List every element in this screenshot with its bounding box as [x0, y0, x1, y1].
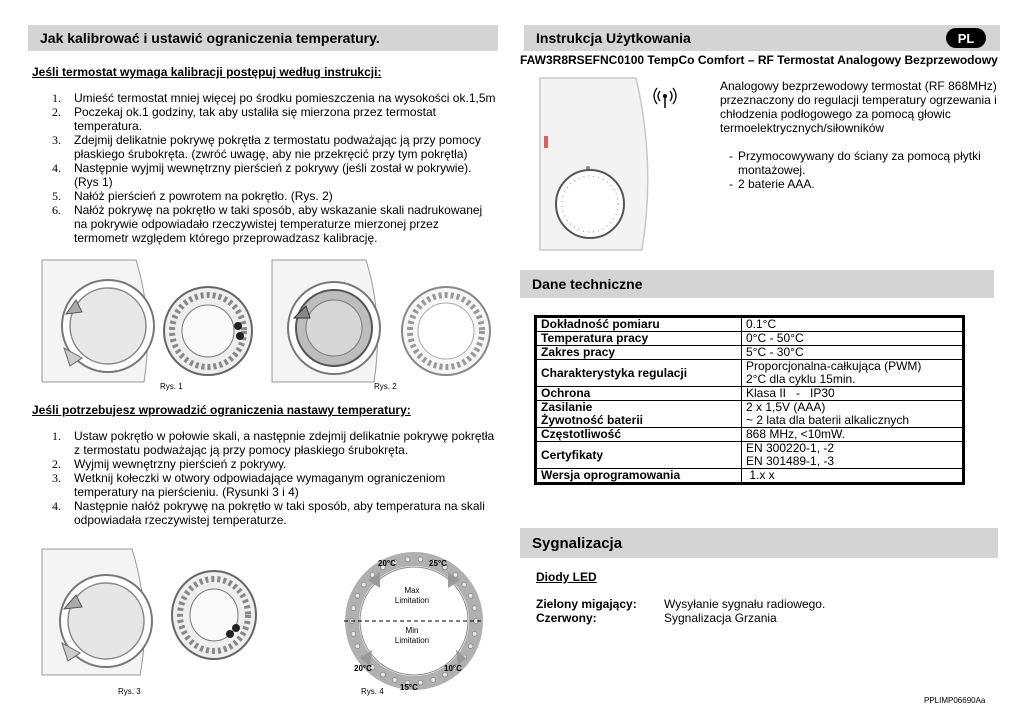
- spec-value: 868 MHz, <10mW.: [746, 427, 846, 441]
- step-text-line: Wyjmij wewnętrzny pierścień z pokrywy.: [74, 457, 287, 471]
- spec-value: ~ 2 lata dla baterii alkalicznych: [746, 413, 910, 427]
- step-number: 5.: [52, 189, 61, 203]
- spec-row: [537, 442, 963, 469]
- right-section-header: [524, 25, 1000, 51]
- spec-key: Dokładność pomiaru: [541, 317, 660, 331]
- green-led-row: [536, 597, 825, 611]
- dial-max-line1: Max: [404, 586, 420, 595]
- spec-row: [537, 428, 963, 442]
- dial-hole: [462, 582, 467, 587]
- figure-rys4-limit-dial: [340, 546, 490, 692]
- figure-rys3-ring-with-pins: [166, 566, 262, 664]
- spec-value-cell: [742, 442, 963, 469]
- product-line: FAW3R8RSEFNC0100 TempCo Comfort – RF Termostat Analogowy Bezprzewodowy: [520, 53, 998, 67]
- spec-value: 2 x 1,5V (AAA): [746, 400, 826, 414]
- step-number: 3.: [52, 133, 61, 147]
- description-line: przeznaczony do regulacji temperatury ogrzewania i: [720, 93, 997, 107]
- step-text-line: odpowiadała rzeczywistej temperaturze.: [74, 513, 287, 527]
- green-led-label: Zielony migający:: [536, 597, 637, 611]
- calibration-steps: [52, 91, 512, 245]
- spec-value-cell: [742, 387, 963, 401]
- step-text-line: Poczekaj ok.1 godziny, tak aby ustaliła się mierzona przez termostat: [74, 105, 436, 119]
- step-text-line: płaskiego śrubokręta. (zwróć uwagę, aby nie przekręcić przy tym pokrętła): [74, 147, 468, 161]
- figure-rys1-thermostat-cover: [36, 258, 156, 384]
- spec-row: [537, 346, 963, 360]
- step-text-line: Ustaw pokrętło w połowie skali, a następnie zdejmij delikatnie pokrywę pokrętła: [74, 429, 495, 443]
- dial-hole: [468, 644, 473, 649]
- dial-hole: [351, 632, 356, 637]
- spec-key: Temperatura pracy: [541, 331, 649, 345]
- step-text-line: Nałóż pierścień z powrotem na pokrętło. (Rys. 2): [74, 189, 333, 203]
- left-section-title: Jak kalibrować i ustawić ograniczenia temperatury.: [40, 30, 380, 46]
- feature-text-line: - Przymocowywany do ściany za pomocą płytki: [738, 149, 981, 163]
- spec-value: EN 301489-1, -3: [746, 454, 835, 468]
- led-heading: Diody LED: [536, 570, 597, 584]
- dial-label-10c: 10°C: [444, 664, 462, 673]
- feature-item: [720, 149, 1010, 177]
- left-section-header: [28, 25, 498, 51]
- wireless-signal-icon: [652, 86, 678, 110]
- dial-hole: [472, 632, 477, 637]
- dial-max-line2: Limitation: [394, 596, 430, 605]
- description-line: Analogowy bezprzewodowy termostat (RF 868MHz): [720, 79, 997, 93]
- red-led-value: Sygnalizacja Grzania: [664, 611, 777, 625]
- spec-value-cell: [742, 360, 963, 387]
- feature-text-line: montażowej.: [738, 163, 806, 177]
- step-item: [52, 203, 512, 245]
- dial-hole: [418, 557, 423, 562]
- signal-section-header: [520, 528, 998, 558]
- step-number: 3.: [52, 471, 61, 485]
- spec-row: [537, 318, 963, 332]
- step-item: [52, 105, 512, 133]
- red-led-row: [536, 611, 777, 625]
- dial-hole: [361, 582, 366, 587]
- dial-hole: [381, 672, 386, 677]
- step-text-line: Wetknij kołeczki w otwory odpowiadające wymaganym ograniczeniom: [74, 471, 446, 485]
- step-number: 4.: [52, 499, 61, 513]
- spec-key-cell: [537, 332, 742, 346]
- figure-rys2-thermostat-cover: [266, 258, 386, 384]
- spec-key: Charakterystyka regulacji: [541, 365, 688, 380]
- dial-hole: [351, 606, 356, 611]
- limits-steps: [52, 429, 512, 527]
- step-number: 1.: [52, 429, 61, 443]
- spec-value: 0.1°C: [746, 317, 777, 331]
- step-text-line: Następnie wyjmij wewnętrzny pierścień z pokrywy (jeśli został w pokrywie).: [74, 161, 472, 175]
- step-number: 2.: [52, 105, 61, 119]
- spec-value: Klasa II - IP30: [746, 386, 835, 400]
- step-text-line: (Rys 1): [74, 175, 113, 189]
- spec-row: [537, 387, 963, 401]
- dial-label-15c: 15°C: [400, 683, 418, 692]
- language-badge: PL: [946, 28, 986, 48]
- tech-section-title: Dane techniczne: [532, 276, 643, 292]
- dial-label-20c-top: 20°C: [378, 559, 396, 568]
- step-number: 1.: [52, 91, 61, 105]
- dial-hole: [392, 678, 397, 683]
- spec-value: 1.x x: [746, 468, 775, 482]
- spec-value-cell: [742, 318, 963, 332]
- step-text-line: temperatury na pierścieniu. (Rysunki 3 i 4): [74, 485, 299, 499]
- step-item: [52, 91, 512, 105]
- step-number: 4.: [52, 161, 61, 175]
- step-item: [52, 499, 512, 527]
- dial-hole: [468, 593, 473, 598]
- figure-rys3-thermostat-cover: [36, 547, 154, 677]
- step-number: 6.: [52, 203, 61, 217]
- spec-value: 2°C dla cyklu 15min.: [746, 372, 856, 386]
- limits-heading: Jeśli potrzebujesz wprowadzić ograniczenia nastawy temperatury:: [32, 403, 411, 417]
- dial-hole: [472, 606, 477, 611]
- spec-key-cell: [537, 469, 742, 483]
- dial-label-20c-bottom: 20°C: [354, 664, 372, 673]
- spec-key-cell: [537, 442, 742, 469]
- product-description: [720, 79, 1016, 135]
- step-text-line: Zdejmij delikatnie pokrywę pokrętła z termostatu podważając ją przy pomocy: [74, 133, 481, 147]
- red-led-label: Czerwony:: [536, 611, 597, 625]
- spec-value: 5°C - 30°C: [746, 345, 804, 359]
- spec-row: [537, 401, 963, 428]
- tech-section-header: [520, 270, 994, 298]
- spec-row: [537, 332, 963, 346]
- spec-key: Żywotność baterii: [541, 413, 644, 427]
- spec-value-cell: [742, 332, 963, 346]
- spec-value-cell: [742, 346, 963, 360]
- spec-row: [537, 469, 963, 483]
- step-text-line: z termostatu podważając ją przy pomocy płaskiego śrubokręta.: [74, 443, 409, 457]
- spec-key: Zasilanie: [541, 400, 593, 414]
- spec-key: Certyfikaty: [541, 447, 604, 462]
- spec-value-cell: [742, 401, 963, 428]
- feature-text-line: - 2 baterie AAA.: [738, 177, 815, 191]
- tech-spec-table-frame: [534, 315, 965, 485]
- step-item: [52, 189, 512, 203]
- spec-key-cell: [537, 401, 742, 428]
- step-text-line: temperatura.: [74, 119, 143, 133]
- dial-label-25c: 25°C: [429, 559, 447, 568]
- caption-rys1: Rys. 1: [160, 382, 183, 391]
- product-image: [530, 74, 662, 252]
- caption-rys3: Rys. 3: [118, 687, 141, 696]
- step-number: 2.: [52, 457, 61, 471]
- signal-section-title: Sygnalizacja: [532, 534, 623, 552]
- dial-hole: [355, 593, 360, 598]
- step-item: [52, 429, 512, 457]
- step-item: [52, 457, 512, 471]
- dial-min-line2: Limitation: [394, 636, 430, 645]
- spec-key: Wersja oprogramowania: [541, 468, 681, 482]
- step-text-line: na pokrywie odpowiadało rzeczywistej temperaturze mierzonej przez: [74, 217, 439, 231]
- description-line: termoelektrycznych/siłowników: [720, 121, 885, 135]
- spec-value: 0°C - 50°C: [746, 331, 804, 345]
- step-item: [52, 133, 512, 161]
- description-line: chłodzenia podłogowego za pomocą głowic: [720, 107, 951, 121]
- figure-rys2-inner-ring: [398, 282, 494, 380]
- caption-rys4: Rys. 4: [361, 687, 384, 696]
- dial-hole: [405, 557, 410, 562]
- step-text-line: Następnie nałóż pokrywę na pokrętło w taki sposób, aby temperatura na skali: [74, 499, 485, 513]
- spec-key-cell: [537, 318, 742, 332]
- step-text-line: Nałóż pokrywę na pokrętło w taki sposób, aby wskazanie skali nadrukowanej: [74, 203, 483, 217]
- tech-spec-table: [536, 317, 963, 483]
- spec-row: [537, 360, 963, 387]
- spec-value: Proporcjonalna-całkująca (PWM): [746, 359, 922, 373]
- dial-hole: [355, 644, 360, 649]
- spec-key-cell: [537, 346, 742, 360]
- caption-rys2: Rys. 2: [374, 382, 397, 391]
- step-item: [52, 471, 512, 499]
- spec-value-cell: [742, 469, 963, 483]
- dial-hole: [418, 680, 423, 685]
- spec-key-cell: [537, 428, 742, 442]
- spec-value-cell: [742, 428, 963, 442]
- dial-hole: [431, 678, 436, 683]
- document-code: PPLIMP06690Aa: [924, 696, 986, 705]
- step-text-line: termometr względem którego przeprowadzasz kalibrację.: [74, 231, 378, 245]
- spec-key: Ochrona: [541, 386, 591, 400]
- green-led-value: Wysyłanie sygnału radiowego.: [664, 597, 826, 611]
- step-text-line: Umieść termostat mniej więcej po środku pomieszczenia na wysokości ok.1,5m: [74, 91, 496, 105]
- dial-min-line1: Min: [405, 626, 419, 635]
- right-section-title: Instrukcja Użytkowania: [536, 30, 691, 46]
- spec-key-cell: [537, 387, 742, 401]
- product-features: [720, 149, 1010, 191]
- spec-key-cell: [537, 360, 742, 387]
- spec-key: Częstotliwość: [541, 427, 622, 441]
- figure-rys1-inner-ring: [160, 282, 256, 380]
- feature-item: [720, 177, 1010, 191]
- step-item: [52, 161, 512, 189]
- spec-key: Zakres pracy: [541, 345, 616, 359]
- spec-value: EN 300220-1, -2: [746, 441, 835, 455]
- dial-hole: [443, 672, 448, 677]
- calibration-heading: Jeśli termostat wymaga kalibracji postępuj według instrukcji:: [32, 65, 382, 79]
